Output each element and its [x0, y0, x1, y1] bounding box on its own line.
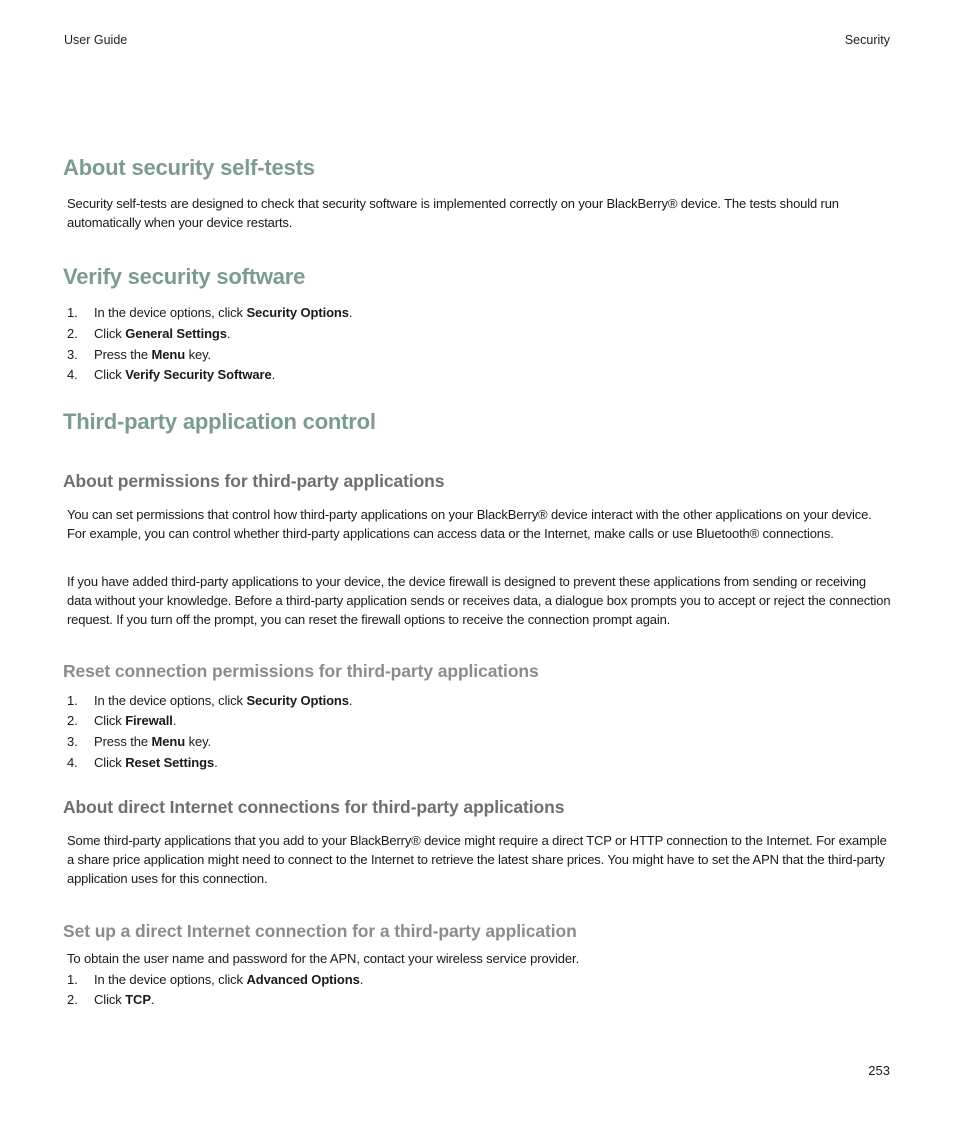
step-number: 2. — [67, 326, 78, 341]
subheading-about-permissions: About permissions for third-party applications — [63, 471, 445, 491]
page-number: 253 — [868, 1063, 890, 1078]
list-item — [67, 733, 211, 751]
step-text: Press the — [94, 734, 152, 749]
header-doc-title: User Guide — [64, 33, 128, 47]
list-item — [67, 304, 352, 322]
subheading-about-direct-internet: About direct Internet connections for third-party applications — [63, 797, 565, 817]
step-number: 4. — [67, 755, 78, 770]
step-number: 1. — [67, 972, 78, 987]
self-tests-paragraph: Security self-tests are designed to check that security software is implemented correctly on your BlackBerry® device. The tests should run automatically when your device restarts. — [67, 196, 839, 230]
permissions-paragraph-2: If you have added third-party applications to your device, the device firewall is designed to prevent these applications from sending or receiving data without your knowledge. Before a third-party application sends or receives data, a dialogue box prompts you to accept or reject the connection request. If you turn off the prompt, you can reset the firewall options to receive the connection prompt again. — [67, 574, 891, 627]
step-number: 4. — [67, 367, 78, 382]
step-text: In the device options, click — [94, 305, 247, 320]
step-ui-term: General Settings — [125, 326, 227, 341]
step-number: 3. — [67, 347, 78, 362]
step-text-end: . — [271, 367, 276, 382]
heading-verify-security-software: Verify security software — [63, 264, 306, 289]
step-number: 2. — [67, 713, 78, 728]
heading-about-self-tests: About security self-tests — [63, 155, 315, 180]
list-item — [67, 754, 218, 772]
step-text: In the device options, click — [94, 972, 247, 987]
step-ui-term: Reset Settings — [125, 755, 215, 770]
step-text-end: . — [348, 305, 353, 320]
heading-third-party-control: Third-party application control — [63, 409, 376, 434]
step-text: Click — [94, 326, 126, 341]
list-item — [67, 366, 275, 384]
step-text-end: . — [348, 693, 353, 708]
list-item — [67, 712, 176, 730]
subheading-reset-permissions: Reset connection permissions for third-party applications — [63, 661, 539, 681]
direct-internet-paragraph: Some third-party applications that you add to your BlackBerry® device might require a direct TCP or HTTP connection to the Internet. For example a share price application might need to connect to the Internet to retrieve the latest share prices. You might have to set the APN that the third-party application uses for this connection. — [67, 833, 887, 886]
step-text-end: . — [214, 755, 218, 770]
step-text: Press the — [94, 347, 152, 362]
list-item — [67, 346, 211, 364]
step-text: In the device options, click — [94, 693, 247, 708]
step-text: Click — [94, 992, 126, 1007]
step-text-end: . — [226, 326, 231, 341]
step-text-end: . — [359, 972, 364, 987]
step-ui-term: Security Options — [246, 693, 349, 708]
list-item — [67, 991, 154, 1009]
step-text-end: . — [150, 992, 155, 1007]
step-number: 1. — [67, 693, 78, 708]
list-item — [67, 692, 352, 710]
subheading-setup-direct-connection: Set up a direct Internet connection for a third-party application — [63, 921, 577, 941]
step-ui-term: Advanced Options — [246, 972, 360, 987]
step-ui-term: Security Options — [246, 305, 349, 320]
setup-intro-text: To obtain the user name and password for the APN, contact your wireless service provider. — [67, 951, 580, 966]
step-ui-term: Menu — [151, 734, 186, 749]
step-ui-term: TCP — [125, 992, 151, 1007]
list-item — [67, 325, 230, 343]
step-text-end: . — [172, 713, 177, 728]
step-ui-term: Firewall — [125, 713, 173, 728]
step-ui-term: Menu — [151, 347, 186, 362]
step-number: 3. — [67, 734, 78, 749]
step-number: 2. — [67, 992, 78, 1007]
list-item — [67, 971, 363, 989]
step-ui-term: Verify Security Software — [125, 367, 272, 382]
step-text: Click — [94, 367, 126, 382]
step-text-end: key. — [185, 347, 212, 362]
permissions-paragraph-1: You can set permissions that control how third-party applications on your BlackBerry® device interact with the other applications on your device. For example, you can control whether third-party applications can access data or the Internet, make calls or use Bluetooth® connections. — [67, 507, 872, 541]
step-text-end: key. — [185, 734, 212, 749]
step-text: Click — [94, 713, 126, 728]
header-section-name: Security — [844, 33, 890, 47]
step-number: 1. — [67, 305, 78, 320]
step-text: Click — [94, 755, 126, 770]
